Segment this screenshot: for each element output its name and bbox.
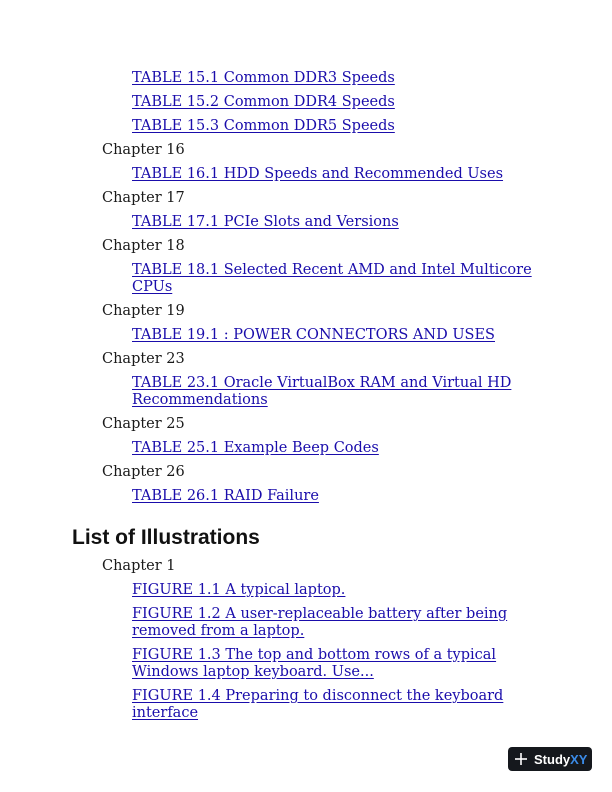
chapter-label: Chapter 25 [102, 416, 185, 432]
list-of-illustrations [0, 557, 612, 722]
chapter-label: Chapter 17 [102, 190, 185, 206]
toc-link[interactable]: TABLE 15.1 Common DDR3 Speeds [132, 70, 395, 86]
toc-link[interactable]: TABLE 18.1 Selected Recent AMD and Intel Multicore CPUs [132, 262, 532, 295]
chapter-label: Chapter 1 [102, 558, 176, 574]
toc-link[interactable]: TABLE 23.1 Oracle VirtualBox RAM and Virtual HD Recommendations [132, 375, 512, 408]
list-of-illustrations-heading: List of Illustrations [72, 526, 260, 549]
toc-link[interactable]: TABLE 17.1 PCIe Slots and Versions [132, 214, 399, 230]
toc-link[interactable]: FIGURE 1.4 Preparing to disconnect the keyboard interface [132, 688, 504, 721]
table-of-contents [0, 70, 612, 722]
toc-link[interactable]: TABLE 26.1 RAID Failure [132, 488, 319, 504]
badge-brand-accent: XY [570, 751, 588, 767]
toc-link[interactable]: FIGURE 1.2 A user-replaceable battery after being removed from a laptop. [132, 606, 508, 639]
toc-link[interactable]: FIGURE 1.3 The top and bottom rows of a typical Windows laptop keyboard. Use... [132, 647, 497, 680]
list-of-tables [0, 70, 612, 505]
plus-icon [514, 752, 528, 766]
chapter-label: Chapter 23 [102, 351, 185, 367]
chapter-label: Chapter 16 [102, 142, 185, 158]
chapter-label: Chapter 18 [102, 238, 185, 254]
chapter-label: Chapter 26 [102, 464, 185, 480]
toc-link[interactable]: TABLE 16.1 HDD Speeds and Recommended Uses [132, 166, 504, 182]
studyxy-badge[interactable] [508, 747, 592, 771]
badge-brand-main: Study [534, 751, 571, 767]
toc-link[interactable]: TABLE 15.2 Common DDR4 Speeds [132, 94, 395, 110]
toc-link[interactable]: TABLE 15.3 Common DDR5 Speeds [132, 118, 395, 134]
toc-link[interactable]: TABLE 25.1 Example Beep Codes [132, 440, 379, 456]
toc-link[interactable]: TABLE 19.1 : POWER CONNECTORS AND USES [132, 327, 495, 343]
toc-link[interactable]: FIGURE 1.1 A typical laptop. [132, 582, 346, 598]
chapter-label: Chapter 19 [102, 303, 185, 319]
